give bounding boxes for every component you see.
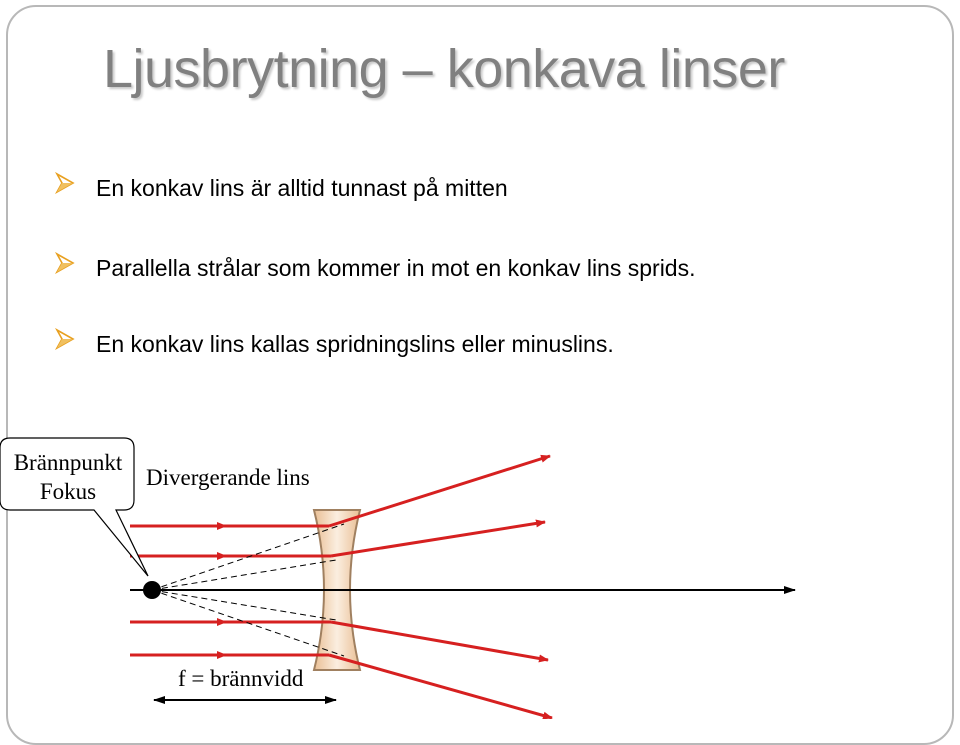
bullet-text: En konkav lins kallas spridningslins eller minuslins. xyxy=(96,331,614,357)
diverging-ray xyxy=(331,522,545,556)
focal-length-label: f = brännvidd xyxy=(178,666,304,691)
bullet-text: Parallella strålar som kommer in mot en konkav lins sprids. xyxy=(96,255,696,281)
bullet-text: En konkav lins är alltid tunnast på mitten xyxy=(96,175,508,201)
lens-label: Divergerande lins xyxy=(146,465,310,490)
diverging-ray xyxy=(329,655,552,718)
slide-title: Ljusbrytning – konkava linser xyxy=(103,39,785,99)
diverging-ray xyxy=(331,622,548,660)
diverging-rays xyxy=(329,456,552,718)
diverging-ray xyxy=(329,456,550,526)
callout-label-line1: Brännpunkt xyxy=(13,450,123,475)
callout-label-line2: Fokus xyxy=(39,479,97,504)
focus-point-icon xyxy=(143,581,161,599)
